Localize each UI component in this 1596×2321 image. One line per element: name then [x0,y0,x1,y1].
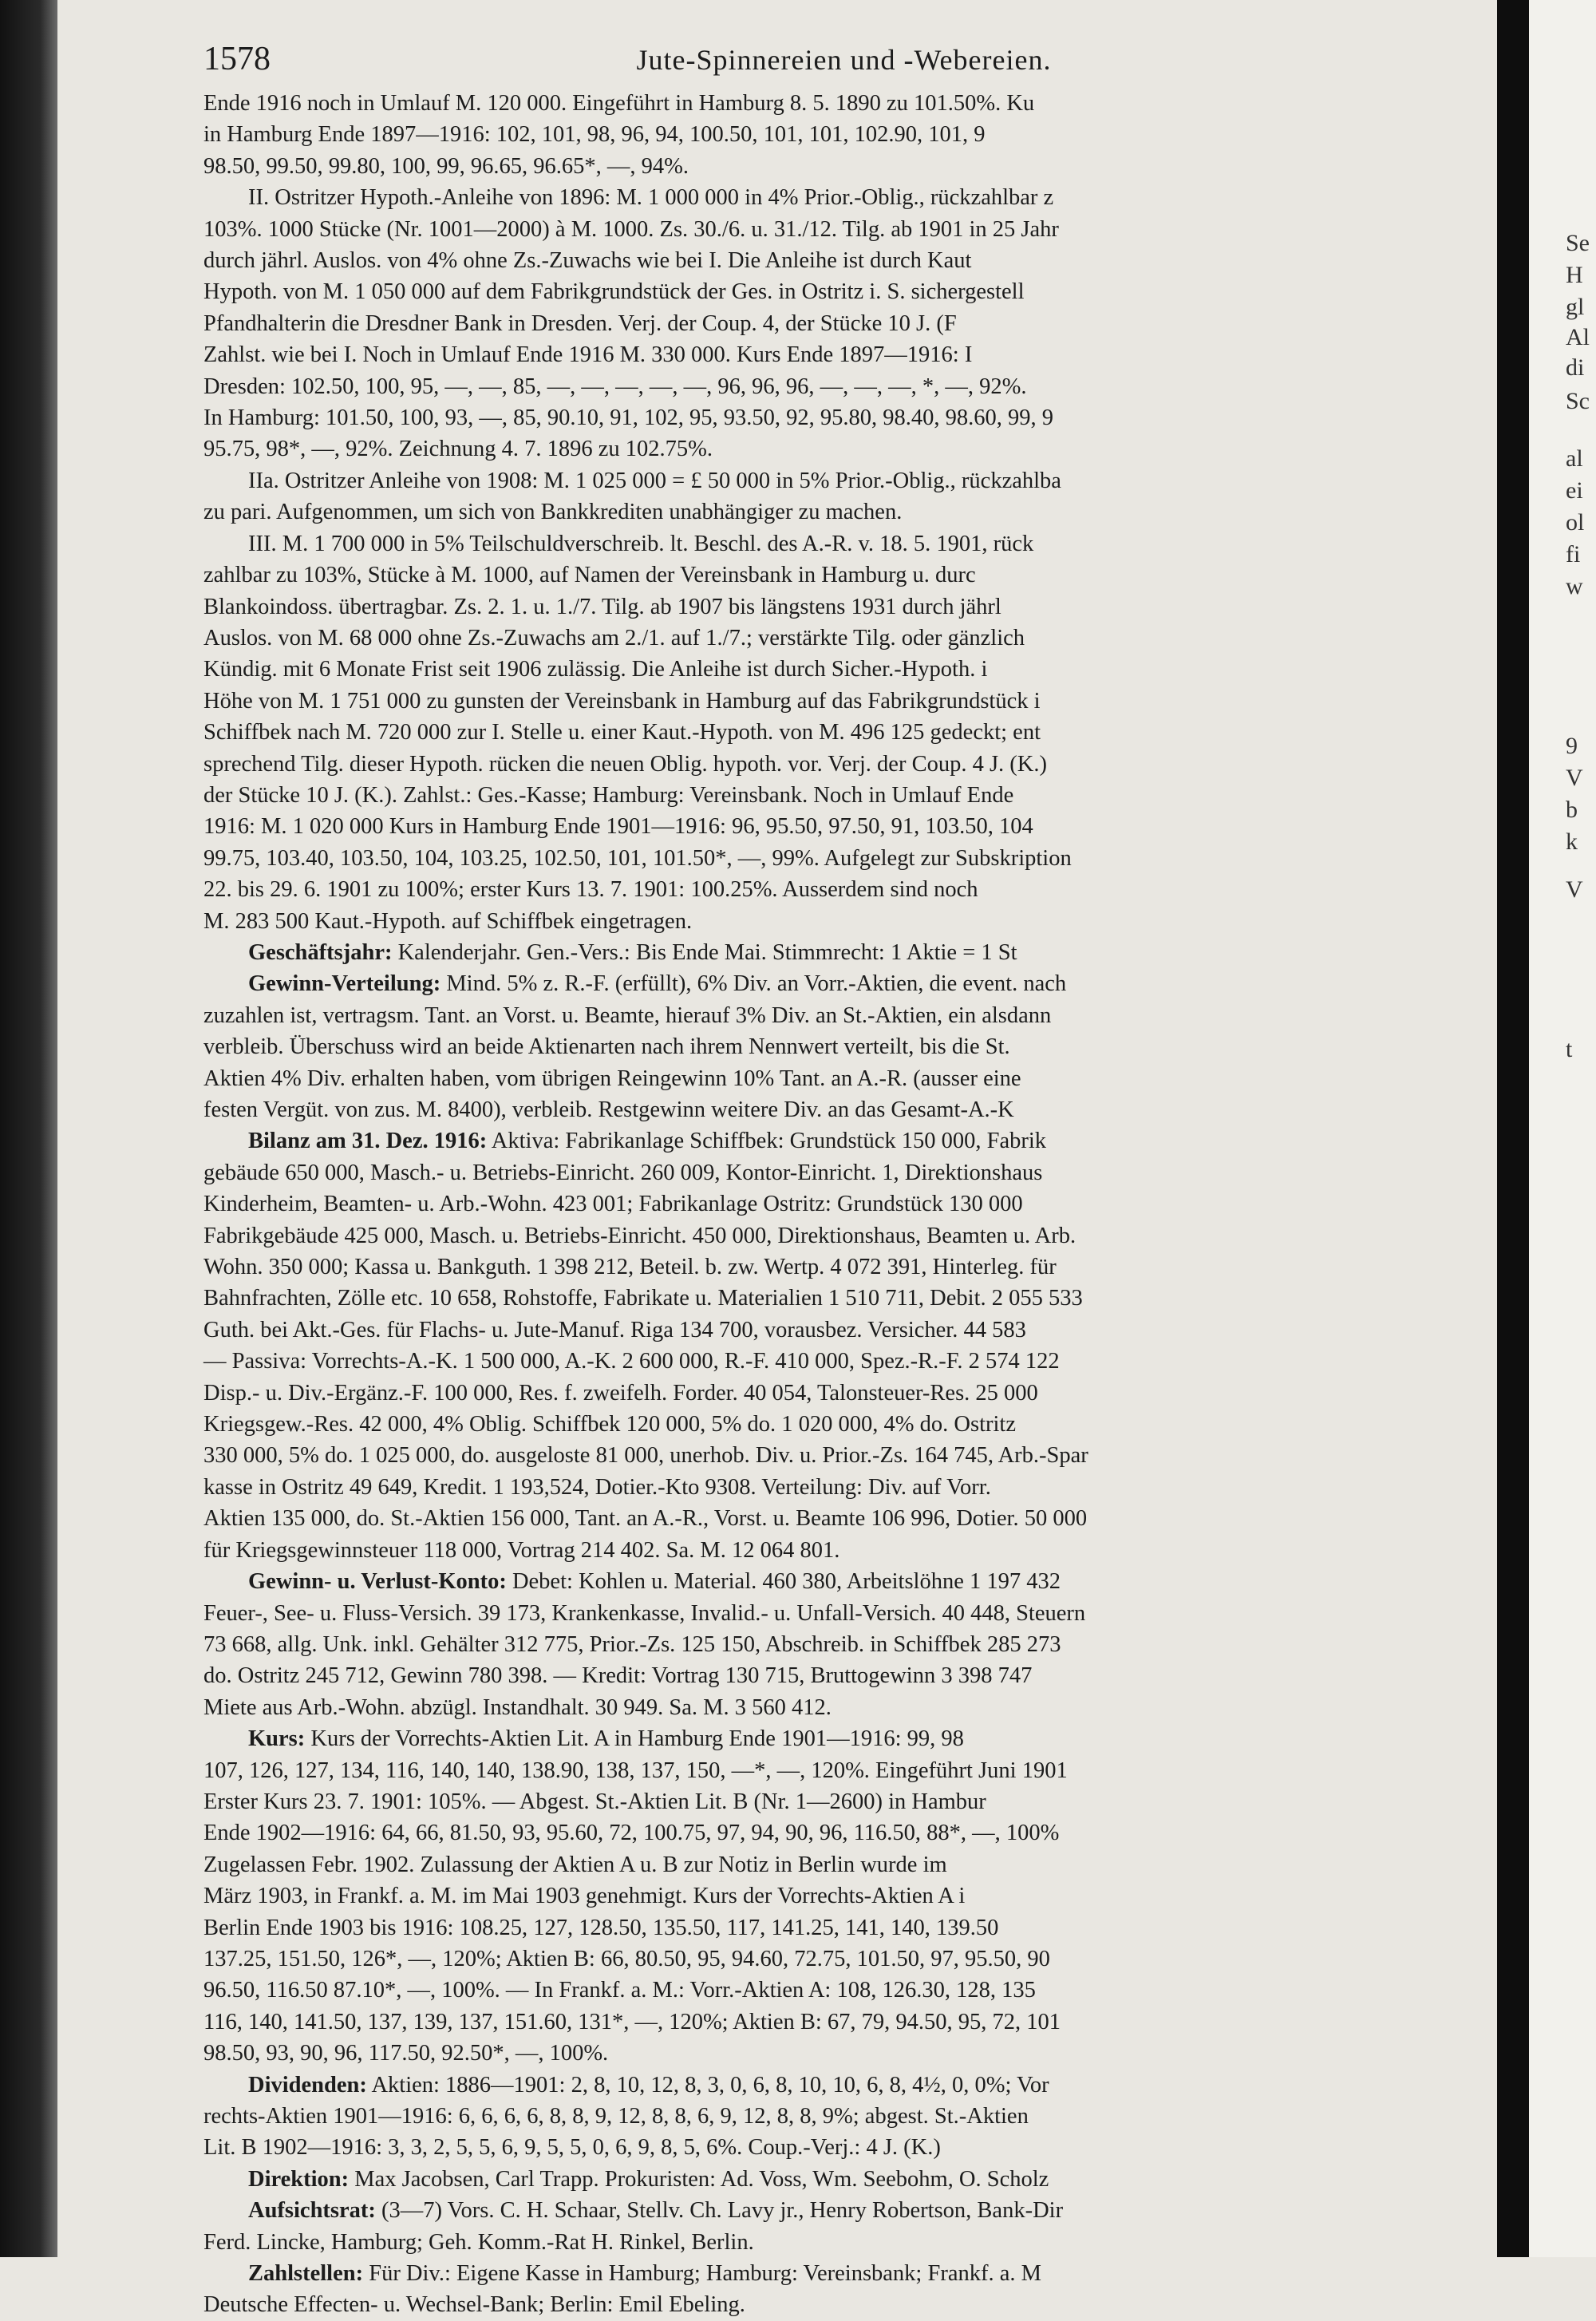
text-line [203,2195,1484,2226]
text-line [203,1094,1484,1125]
text-line [203,465,1484,496]
line-text: 98.50, 93, 90, 96, 117.50, 92.50*, —, 100%. [203,2041,609,2066]
text-line [203,1472,1484,1503]
text-line [203,1063,1484,1094]
text-line [203,780,1484,811]
line-text: III. M. 1 700 000 in 5% Teilschuldverschreib. lt. Beschl. des A.-R. v. 18. 5. 1901, rück [248,531,1034,556]
line-text: — Passiva: Vorrechts-A.-K. 1 500 000, A.-K. 2 600 000, R.-F. 410 000, Spez.-R.-F. 2 574 122 [203,1349,1060,1374]
line-text: do. Ostritz 245 712, Gewinn 780 398. — Kredit: Vortrag 130 715, Bruttogewinn 3 398 747 [203,1663,1033,1689]
line-text: sprechend Tilg. dieser Hypoth. rücken die neuen Oblig. hypoth. vor. Verj. der Coup. 4 J. (K.) [203,751,1047,777]
facing-page-fragment: V [1566,876,1583,903]
line-text: Disp.- u. Div.-Ergänz.-F. 100 000, Res. f. zweifelh. Forder. 40 054, Talonsteuer-Res. 25 000 [203,1380,1038,1406]
text-line [203,2070,1484,2101]
line-text: Lit. B 1902—1916: 3, 3, 2, 5, 5, 6, 9, 5, 5, 0, 6, 9, 8, 5, 6%. Coup.-Verj.: 4 J. (K.) [203,2135,941,2161]
line-text: Pfandhalterin die Dresdner Bank in Dresden. Verj. der Coup. 4, der Stücke 10 J. (F [203,310,957,336]
line-text: Kalenderjahr. Gen.-Vers.: Bis Ende Mai. Stimmrecht: 1 Aktie = 1 St [397,939,1017,965]
line-text: 73 668, allg. Unk. inkl. Gehälter 312 775, Prior.-Zs. 125 150, Abschreib. in Schiffbek 285 273 [203,1631,1061,1657]
text-line [203,2132,1484,2163]
line-text: zahlbar zu 103%, Stücke à M. 1000, auf Namen der Vereinsbank in Hamburg u. durc [203,563,976,588]
line-text: Feuer-, See- u. Fluss-Versich. 39 173, Krankenkasse, Invalid.- u. Unfall-Versich. 40 448, Steuern [203,1600,1086,1626]
text-line [203,686,1484,717]
facing-page-fragment: Se [1566,230,1590,256]
facing-page-fragment: k [1566,828,1578,855]
text-line [203,1157,1484,1188]
facing-page-fragment: 9 [1566,733,1578,759]
text-line [203,1283,1484,1314]
text-line [203,559,1484,591]
text-line [203,2038,1484,2069]
line-text: Debet: Kohlen u. Material. 460 380, Arbeitslöhne 1 197 432 [512,1569,1061,1595]
line-text: zuzahlen ist, vertragsm. Tant. an Vorst. u. Beamte, hierauf 3% Div. an St.-Aktien, ein alsdann [203,1002,1052,1028]
text-line [203,496,1484,528]
section-label: Kurs: [248,1726,306,1752]
line-text: 137.25, 151.50, 126*, —, 120%; Aktien B: 66, 80.50, 95, 94.60, 72.75, 101.50, 97, 95.50, 90 [203,1946,1050,1971]
line-text: Deutsche Effecten- u. Wechsel-Bank; Berlin: Emil Ebeling. [203,2292,745,2318]
text-line [203,874,1484,905]
line-text: Max Jacobsen, Carl Trapp. Prokuristen: Ad. Voss, Wm. Seebohm, O. Scholz [354,2166,1049,2192]
section-label: Direktion: [248,2166,350,2192]
facing-page-fragment: al [1566,445,1583,472]
text-line [203,1755,1484,1786]
facing-page-fragment: fi [1566,541,1581,567]
section-label: Dividenden: [248,2072,367,2098]
line-text: zu pari. Aufgenommen, um sich von Bankkrediten unabhängiger zu machen. [203,500,903,525]
section-label: Aufsichtsrat: [248,2198,376,2224]
line-text: Kündig. mit 6 Monate Frist seit 1906 zulässig. Die Anleihe ist durch Sicher.-Hypoth. i [203,657,988,682]
section-label: Geschäftsjahr: [248,939,393,965]
facing-page-fragment: V [1566,765,1583,791]
facing-page-fragment: Al [1566,324,1590,350]
line-text: Miete aus Arb.-Wohn. abzügl. Instandhalt. 30 949. Sa. M. 3 560 412. [203,1694,832,1720]
line-text: 330 000, 5% do. 1 025 000, do. ausgeloste 81 000, unerhob. Div. u. Prior.-Zs. 164 745, Arb.-Spar [203,1443,1088,1469]
line-text: rechts-Aktien 1901—1916: 6, 6, 6, 6, 8, 8, 9, 12, 8, 8, 6, 9, 12, 8, 8, 9%; abgest. St.-Aktien [203,2104,1029,2129]
line-text: 96.50, 116.50 87.10*, —, 100%. — In Frankf. a. M.: Vorr.-Aktien A: 108, 126.30, 128, 135 [203,1978,1036,2003]
text-line [203,182,1484,213]
line-text: März 1903, in Frankf. a. M. im Mai 1903 genehmigt. Kurs der Vorrechts-Aktien A i [203,1884,966,1909]
text-line [203,1849,1484,1880]
text-line [203,1503,1484,1534]
line-text: Hypoth. von M. 1 050 000 auf dem Fabrikgrundstück der Ges. in Ostritz i. S. sichergestell [203,279,1025,305]
line-text: verbleib. Überschuss wird an beide Aktienarten nach ihrem Nennwert verteilt, bis die St. [203,1034,1010,1060]
line-text: Mind. 5% z. R.-F. (erfüllt), 6% Div. an Vorr.-Aktien, die event. nach [446,971,1067,997]
line-text: (3—7) Vors. C. H. Schaar, Stellv. Ch. Lavy jr., Henry Robertson, Bank-Dir [381,2198,1064,2224]
line-text: Dresden: 102.50, 100, 95, —, —, 85, —, —, —, —, —, 96, 96, 96, —, —, —, *, —, 92%. [203,374,1027,399]
text-line [203,1535,1484,1566]
text-line [203,1188,1484,1220]
line-text: In Hamburg: 101.50, 100, 93, —, 85, 90.10, 91, 102, 95, 93.50, 92, 95.80, 98.40, 98.60, 99, 9 [203,405,1054,431]
page-number: 1578 [203,41,271,77]
text-line [203,2007,1484,2038]
scan-gutter [1497,0,1529,2257]
text-line [203,623,1484,654]
line-text: 99.75, 103.40, 103.50, 104, 103.25, 102.50, 101, 101.50*, —, 99%. Aufgelegt zur Subskription [203,845,1072,871]
text-line [203,1692,1484,1723]
text-line [203,591,1484,623]
line-text: Höhe von M. 1 751 000 zu gunsten der Vereinsbank in Hamburg auf das Fabrikgrundstück i [203,688,1041,714]
line-text: Kurs der Vorrechts-Aktien Lit. A in Hamburg Ende 1901—1916: 99, 98 [310,1726,964,1752]
document-page [203,40,1484,2321]
text-line [203,151,1484,182]
section-label: Bilanz am 31. Dez. 1916: [248,1129,488,1154]
line-text: Schiffbek nach M. 720 000 zur I. Stelle u. einer Kaut.-Hypoth. von M. 496 125 gedeckt; ent [203,720,1041,745]
line-text: IIa. Ostritzer Anleihe von 1908: M. 1 025 000 = £ 50 000 in 5% Prior.-Oblig., rückzahlba [248,468,1061,493]
line-text: Wohn. 350 000; Kassa u. Bankguth. 1 398 212, Beteil. b. zw. Wertp. 4 072 391, Hinterleg. für [203,1255,1057,1280]
line-text: Zahlst. wie bei I. Noch in Umlauf Ende 1916 M. 330 000. Kurs Ende 1897—1916: I [203,342,973,368]
text-line [203,2101,1484,2132]
scan-left-edge [0,0,57,2257]
line-text: durch jährl. Auslos. von 4% ohne Zs.-Zuwachs wie bei I. Die Anleihe ist durch Kaut [203,248,972,274]
text-line [203,1817,1484,1848]
line-text: II. Ostritzer Hypoth.-Anleihe von 1896: M. 1 000 000 in 4% Prior.-Oblig., rückzahlbar z [248,185,1054,211]
line-text: 22. bis 29. 6. 1901 zu 100%; erster Kurs 13. 7. 1901: 100.25%. Ausserdem sind noch [203,877,978,903]
text-line [203,2227,1484,2258]
line-text: der Stücke 10 J. (K.). Zahlst.: Ges.-Kasse; Hamburg: Vereinsbank. Noch in Umlauf Ende [203,782,1014,808]
text-line [203,906,1484,937]
facing-page-fragment: H [1566,262,1583,288]
text-line [203,1346,1484,1377]
line-text: 98.50, 99.50, 99.80, 100, 99, 96.65, 96.65*, —, 94%. [203,153,689,179]
running-title: Jute-Spinnereien und -Webereien. [636,44,1052,76]
text-line [203,1786,1484,1817]
line-text: M. 283 500 Kaut.-Hypoth. auf Schiffbek eingetragen. [203,908,693,934]
text-line [203,1125,1484,1157]
line-text: 103%. 1000 Stücke (Nr. 1001—2000) à M. 1000. Zs. 30./6. u. 31./12. Tilg. ab 1901 in 25 Jahr [203,216,1059,242]
text-line [203,528,1484,559]
text-line [203,654,1484,685]
line-text: Berlin Ende 1903 bis 1916: 108.25, 127, 128.50, 135.50, 117, 141.25, 141, 140, 139.50 [203,1915,999,1940]
line-text: kasse in Ostritz 49 649, Kredit. 1 193,524, Dotier.-Kto 9308. Verteilung: Div. auf Vorr. [203,1474,991,1500]
line-text: 116, 140, 141.50, 137, 139, 137, 151.60, 131*, —, 120%; Aktien B: 67, 79, 94.50, 95, 72, 101 [203,2009,1061,2034]
text-line [203,1378,1484,1409]
line-text: 95.75, 98*, —, 92%. Zeichnung 4. 7. 1896 zu 102.75%. [203,437,713,462]
text-line [203,1315,1484,1346]
text-line [203,339,1484,370]
line-text: Kriegsgew.-Res. 42 000, 4% Oblig. Schiffbek 120 000, 5% do. 1 020 000, 4% do. Ostritz [203,1412,1016,1437]
facing-page-fragment: Sc [1566,388,1590,414]
text-line [203,1598,1484,1629]
text-line [203,717,1484,748]
text-line [203,402,1484,433]
text-line [203,1566,1484,1597]
text-line [203,2289,1484,2320]
text-line [203,1975,1484,2006]
line-text: Bahnfrachten, Zölle etc. 10 658, Rohstoffe, Fabrikate u. Materialien 1 510 711, Debit. 2 055 533 [203,1286,1083,1311]
text-line [203,1251,1484,1283]
section-label: Zahlstellen: [248,2261,364,2287]
text-line [203,1723,1484,1754]
line-text: Aktien: 1886—1901: 2, 8, 10, 12, 8, 3, 0, 6, 8, 10, 10, 6, 8, 4½, 0, 0%; Vor [371,2072,1049,2098]
text-line [203,1220,1484,1251]
text-line [203,1440,1484,1471]
line-text: Ende 1902—1916: 64, 66, 81.50, 93, 95.60, 72, 100.75, 97, 94, 90, 96, 116.50, 88*, —, 100% [203,1821,1060,1846]
facing-page-fragment: t [1566,1036,1573,1062]
text-line [203,1943,1484,1975]
text-line [203,1880,1484,1912]
text-line [203,2258,1484,2289]
line-text: Auslos. von M. 68 000 ohne Zs.-Zuwachs am 2./1. auf 1./7.; verstärkte Tilg. oder gänzlich [203,625,1025,650]
text-line [203,245,1484,276]
text-line [203,308,1484,339]
line-text: für Kriegsgewinnsteuer 118 000, Vortrag 214 402. Sa. M. 12 064 801. [203,1537,840,1563]
text-line [203,276,1484,307]
facing-page-fragment: gl [1566,294,1585,320]
line-text: Erster Kurs 23. 7. 1901: 105%. — Abgest. St.-Aktien Lit. B (Nr. 1—2600) in Hambur [203,1789,986,1814]
text-line [203,1912,1484,1943]
line-text: Aktiva: Fabrikanlage Schiffbek: Grundstück 150 000, Fabrik [491,1129,1047,1154]
text-line [203,811,1484,842]
page-header [203,40,1484,88]
text-line [203,1031,1484,1062]
text-line [203,2164,1484,2195]
facing-page-fragment: ei [1566,477,1583,504]
facing-page-fragment: w [1566,573,1583,599]
line-text: Ende 1916 noch in Umlauf M. 120 000. Eingeführt in Hamburg 8. 5. 1890 zu 101.50%. Ku [203,91,1035,116]
text-line [203,843,1484,874]
line-text: 1916: M. 1 020 000 Kurs in Hamburg Ende 1901—1916: 96, 95.50, 97.50, 91, 103.50, 104 [203,814,1033,840]
line-text: gebäude 650 000, Masch.- u. Betriebs-Einricht. 260 009, Kontor-Einricht. 1, Direktionshaus [203,1160,1043,1185]
line-text: Aktien 4% Div. erhalten haben, vom übrigen Reingewinn 10% Tant. an A.-R. (ausser eine [203,1066,1021,1091]
line-text: Blankoindoss. übertragbar. Zs. 2. 1. u. 1./7. Tilg. ab 1907 bis längstens 1931 durch jährl [203,594,1001,619]
section-label: Gewinn- u. Verlust-Konto: [248,1569,507,1595]
line-text: Kinderheim, Beamten- u. Arb.-Wohn. 423 001; Fabrikanlage Ostritz: Grundstück 130 000 [203,1192,1023,1217]
text-line [203,371,1484,402]
text-line [203,1660,1484,1691]
text-line [203,433,1484,465]
text-line [203,749,1484,780]
text-line [203,1629,1484,1660]
text-line [203,119,1484,150]
section-label: Gewinn-Verteilung: [248,971,441,997]
line-text: Guth. bei Akt.-Ges. für Flachs- u. Jute-Manuf. Riga 134 700, vorausbez. Versicher. 44 583 [203,1317,1026,1342]
line-text: Für Div.: Eigene Kasse in Hamburg; Hamburg: Vereinsbank; Frankf. a. M [369,2261,1041,2287]
text-line [203,1409,1484,1440]
line-text: Zugelassen Febr. 1902. Zulassung der Aktien A u. B zur Notiz in Berlin wurde im [203,1852,947,1877]
facing-page-fragment: di [1566,354,1585,381]
line-text: 107, 126, 127, 134, 116, 140, 140, 138.90, 138, 137, 150, —*, —, 120%. Eingeführt Juni 1901 [203,1758,1068,1783]
line-text: Ferd. Lincke, Hamburg; Geh. Komm.-Rat H. Rinkel, Berlin. [203,2229,754,2255]
text-line [203,1000,1484,1031]
facing-page-fragment: ol [1566,509,1585,536]
text-line [203,937,1484,968]
facing-page-fragment: b [1566,797,1578,823]
text-line [203,968,1484,999]
document-body [203,88,1484,2321]
text-line [203,88,1484,119]
line-text: Fabrikgebäude 425 000, Masch. u. Betriebs-Einricht. 450 000, Direktionshaus, Beamten u. Arb. [203,1223,1077,1248]
line-text: in Hamburg Ende 1897—1916: 102, 101, 98, 96, 94, 100.50, 101, 101, 102.90, 101, 9 [203,122,986,148]
text-line [203,214,1484,245]
line-text: festen Vergüt. von zus. M. 8400), verbleib. Restgewinn weitere Div. an das Gesamt-A.-K [203,1097,1014,1122]
line-text: Aktien 135 000, do. St.-Aktien 156 000, Tant. an A.-R., Vorst. u. Beamte 106 996, Dotier. 50 000 [203,1506,1088,1532]
